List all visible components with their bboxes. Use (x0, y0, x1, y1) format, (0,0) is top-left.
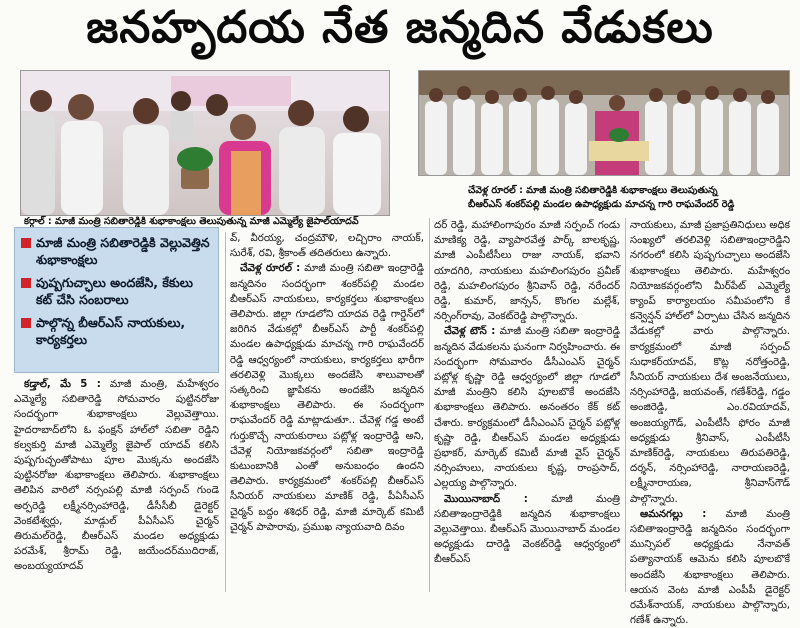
highlight-text: పాల్గొన్న బీఆర్ఎస్ నాయకులు, కార్యకర్తలు (36, 315, 186, 347)
photo-left-caption: కర్గాల్ : మాజీ మంత్రి సబితారెడ్డికి శుభాకాంక్షలు తెలుపుతున్న మాజీ ఎమ్మెల్యే జైపాల్‌యాదవ్ (24, 216, 359, 227)
highlights-box (14, 227, 219, 373)
article-column-3 (434, 218, 620, 591)
photo-right (418, 70, 790, 176)
article-text: మాజీ మంత్రి సబితాఇంద్రారెడ్డికి జన్మదిన శుభాకాంక్షలు వెల్లువెత్తాయి. బీఆర్ఎస్ మొయినాబాద్ మండల అధ్యక్షుడు దారెడ్డి వెంకట్‌రెడ్డి ఆధ్వర్యంలో బీఆర్ఎస్ (434, 493, 620, 566)
article-text: మాజీ మంత్రి సబితాఇంద్రారెడ్డి జన్మదినం సందర్భంగా మున్సిపల్ అధ్యక్షుడు నేనావత్ పత్యానాయక్ ఆమెను కలిసి పూలబొకే అందజేసి శుభాకాంక్షలు తెలిపారు. ఆయన వెంట మాజీ ఎంపీపీ డైరెక్టర్ రమేశ్‌నాయక్, నాయకులు పాల్గొన్నారు, గణేశ్ ఉన్నారు. (630, 508, 790, 627)
bullet-square-icon (21, 318, 31, 328)
article-column-1 (14, 377, 219, 591)
article-text: దర్ రెడ్డి, మహాలింగాపురం మాజీ సర్పంచ్ గండు మాణిక్య రెడ్డి, వ్యాపారవేత్త పార్క్ బాలకృష్ణ, మాజీ ఎంపీటీసీలు రాజు నాయక్, భవాని యాదగిరి, నాయకులు మహలింగపురం ప్రవీణ్ రెడ్డి, మహలింగపురం శ్రీనివాస్ రెడ్డి, నరేందర్ రెడ్డి, కుమార్, జాన్సన్, కొంగల మల్లేశ్, నర్సింగ్‌రావు, వెంకట్‌రెడ్డి పాల్గొన్నారు. (434, 220, 620, 323)
highlight-text: పుష్పగుచ్ఛాలు అందజేసి, కేకులు కట్ చేసి సంబరాలు (36, 275, 193, 307)
highlight-item (21, 314, 212, 348)
headline: జనహృదయ నేత జన్మదిన వేడుకలు (86, 2, 714, 53)
article-text: మాజీ మంత్రి సబితా ఇంద్రారెడ్డి జన్మదిన వేడుకలను ఘనంగా నిర్వహించారు. ఈ సందర్భంగా సోమవారం డీసీఎంఎస్ చైర్మన్ పట్లోళ్ల కృష్ణా రెడ్డి ఆధ్వర్యంలో జిల్లా గూడలో మాజీ మంత్రిని కలిసి పూలబొకే అందజేసి శుభాకాంక్షలు తెలిపారు. అనంతరం కేక్ కట్ చేశారు. కార్యక్రమంలో డీసీఎంఎస్ చైర్మన్ పట్లోళ్ల కృష్ణా రెడ్డి, బీఆర్ఎస్ మండల అధ్యక్షుడు ప్రభాకర్, మార్కెట్ కమిటీ మాజీ వైస్ చైర్మన్ నర్సింహులు, నాయకులు కృష్ణ, రాంప్రసాద్, ఎల్లయ్య పాల్గొన్నారు. (434, 326, 620, 490)
photo-right-caption-line1: చేవెళ్ల రూరల్ : మాజీ మంత్రి సబితారెడ్డికి శుభాకాంక్షలు తెలుపుతున్న (468, 185, 718, 196)
dateline: చేవెళ్ల టౌన్ : (444, 326, 496, 338)
article-text: మాజీ మంత్రి సబితా ఇంద్రారెడ్డి జన్మదినం సందర్భంగా శంకర్‌పల్లి మండల బీఆర్ఎస్ నాయకులు, కార్యకర్తలు శుభాకాంక్షలు తెలిపారు. జిల్లా గూడలోని యాదవ రెడ్డి గార్డెన్‌లో జరిగిన వేడుకల్లో బీఆర్ఎస్ పార్టీ శంకర్‌పల్లి మండల ఉపాధ్యక్షుడు మాచన్న గారి రాఘవేందర్ రెడ్డి ఆధ్వర్యంలో నాయకులు, కార్యకర్తలు భారీగా తరలివెళ్లి మొక్కలు అందజేసి శాలువాలతో సత్కరించి జ్ఞాపికను అందజేసి జన్మదిన శుభాకాంక్షలు తెలిపారు. ఈ సందర్భంగా రాఘవేందర్ రెడ్డి మాట్లాడుతూ.. చేవెళ్ల గడ్డ అంటే గుర్తుకొచ్చే నాయకురాలు పట్లోళ్ల ఇంద్రారెడ్డి అని, చేవెళ్ల నియోజకవర్గంలో సబితా ఇంద్రారెడ్డి కుటుంబానికి ఎంతో అనుబంధం ఉందని తెలిపారు. కార్యక్రమంలో శంకర్‌పల్లి బీఆర్ఎస్ సీనియర్ నాయకులు మాణిక్ రెడ్డి, పీఏసీఎస్ చైర్మన్ బద్దం శశిధర్ రెడ్డి, మాజీ మార్కెట్ కమిటీ చైర్మన్ పాపారావు, ప్రముఖ న్యాయవాది దివం (230, 263, 424, 533)
highlight-item (21, 274, 212, 308)
article-text: మాజీ మంత్రి, మహేశ్వరం ఎమ్మెల్యే సబితారెడ్డి సోమవారం పుట్టినరోజు సందర్భంగా శుభాకాంక్షలు వెల్లువెత్తాయి. హైదరాబాద్‌లోని ఓ ఫంక్షన్ హాల్‌లో సబితా రెడ్డిని కల్వకుర్తి మాజీ ఎమ్మెల్యే జైపాల్ యాదవ్ కలిసి పుష్పగుచ్ఛంతోపాటు పూల మొక్కను అందజేసి పుట్టినరోజు శుభాకాంక్షలు తెలిపారు. శుభాకాంక్షలు తెలిపిన వారిలో నర్సంపల్లి మాజీ సర్పంచ్ గుండె అర్పరెడ్డి లక్ష్మీనర్సింహారెడ్డి, డీసీసీబీ డైరెక్టర్ వెంకటేశ్వర్లు, మాడ్గుల్ పీఏసీఎస్ చైర్మన్ తిరుమల్‌రెడ్డి, బీఆర్ఎస్ మండల అధ్యక్షుడు పరమేశ్, శ్రీరామ్ రెడ్డి, జయేందర్‌ముదిరాజ్, అంబయ్యయాదవ్ (14, 379, 219, 573)
column-divider (625, 218, 626, 592)
dateline: కడ్తాల్, మే 5 : (24, 379, 101, 390)
article-column-4 (630, 218, 790, 627)
dateline: మొయినాబాద్ : (444, 493, 528, 505)
highlight-text: మాజీ మంత్రి సబితారెడ్డికి వెల్లువెత్తిన శుభాకాంక్షలు (36, 235, 210, 267)
dateline: ఆమనగల్లు : (640, 508, 707, 520)
photo-left (20, 70, 390, 216)
photo-right-caption-line2: బీఆర్ఎస్ శంకర్‌పల్లి మండల ఉపాధ్యక్షుడు మాచన్న గారి రాఘవేందర్ రెడ్డి (468, 199, 735, 210)
bullet-square-icon (21, 238, 31, 248)
column-divider (429, 218, 430, 592)
bullet-square-icon (21, 278, 31, 288)
article-text: నాయకులు, మాజీ ప్రజాప్రతినిధులు అధిక సంఖ్యలో తరలివెళ్లి సబితాఇంద్రారెడ్డిని నగరంలో కలిసి పుష్పగుచ్ఛాలు అందజేసి శుభాకాంక్షలు తెలిపారు. మహేశ్వరం నియోజకవర్గంలోని మీర్‌పేట్ ఎమ్మెల్యే క్యాంప్ కార్యాలయం సమీపంలోని కే కన్వెన్షన్ హాల్‌లో ఏర్పాటు చేసిన జన్మదిన వేడుకల్లో వారు పాల్గొన్నారు. కార్యక్రమంలో మాజీ సర్పంచ్ సుధాకర్‌యాదవ్, కొట్ల నరోత్తంరెడ్డి, సీనియర్ నాయకులు దేశ అంజనేయులు, నర్సింహారెడ్డి, జయవంత్, గణేశ్‌రెడ్డి, గడ్డం అంజిరెడ్డి, ఎం.రవియాదవ్, అంజయ్యగౌడ్, ఎంపీటీసీ ఫోరం మాజీ అధ్యక్షుడు శ్రీనివాస్, ఎంపీటీసీ మాణిక్‌రెడ్డి, నాయకులు తిరుపతిరెడ్డి, దర్శన్, నర్సింహారెడ్డి, నారాయణరెడ్డి, లక్ష్మీనారాయణ, శ్రీనివాస్‌గౌడ్ పాల్గొన్నారు. (630, 220, 790, 505)
column-divider (225, 232, 226, 592)
highlight-item (21, 234, 212, 268)
dateline: చేవెళ్ల రూరల్ : (240, 263, 301, 275)
article-text: వ్, వీరయ్య, చంద్రమౌళి, లచ్చిరాం నాయక్, సురేశ్, రవి, శ్రీకాంత్ తదితరులు ఉన్నారు. (230, 233, 424, 260)
article-column-2 (230, 231, 424, 591)
